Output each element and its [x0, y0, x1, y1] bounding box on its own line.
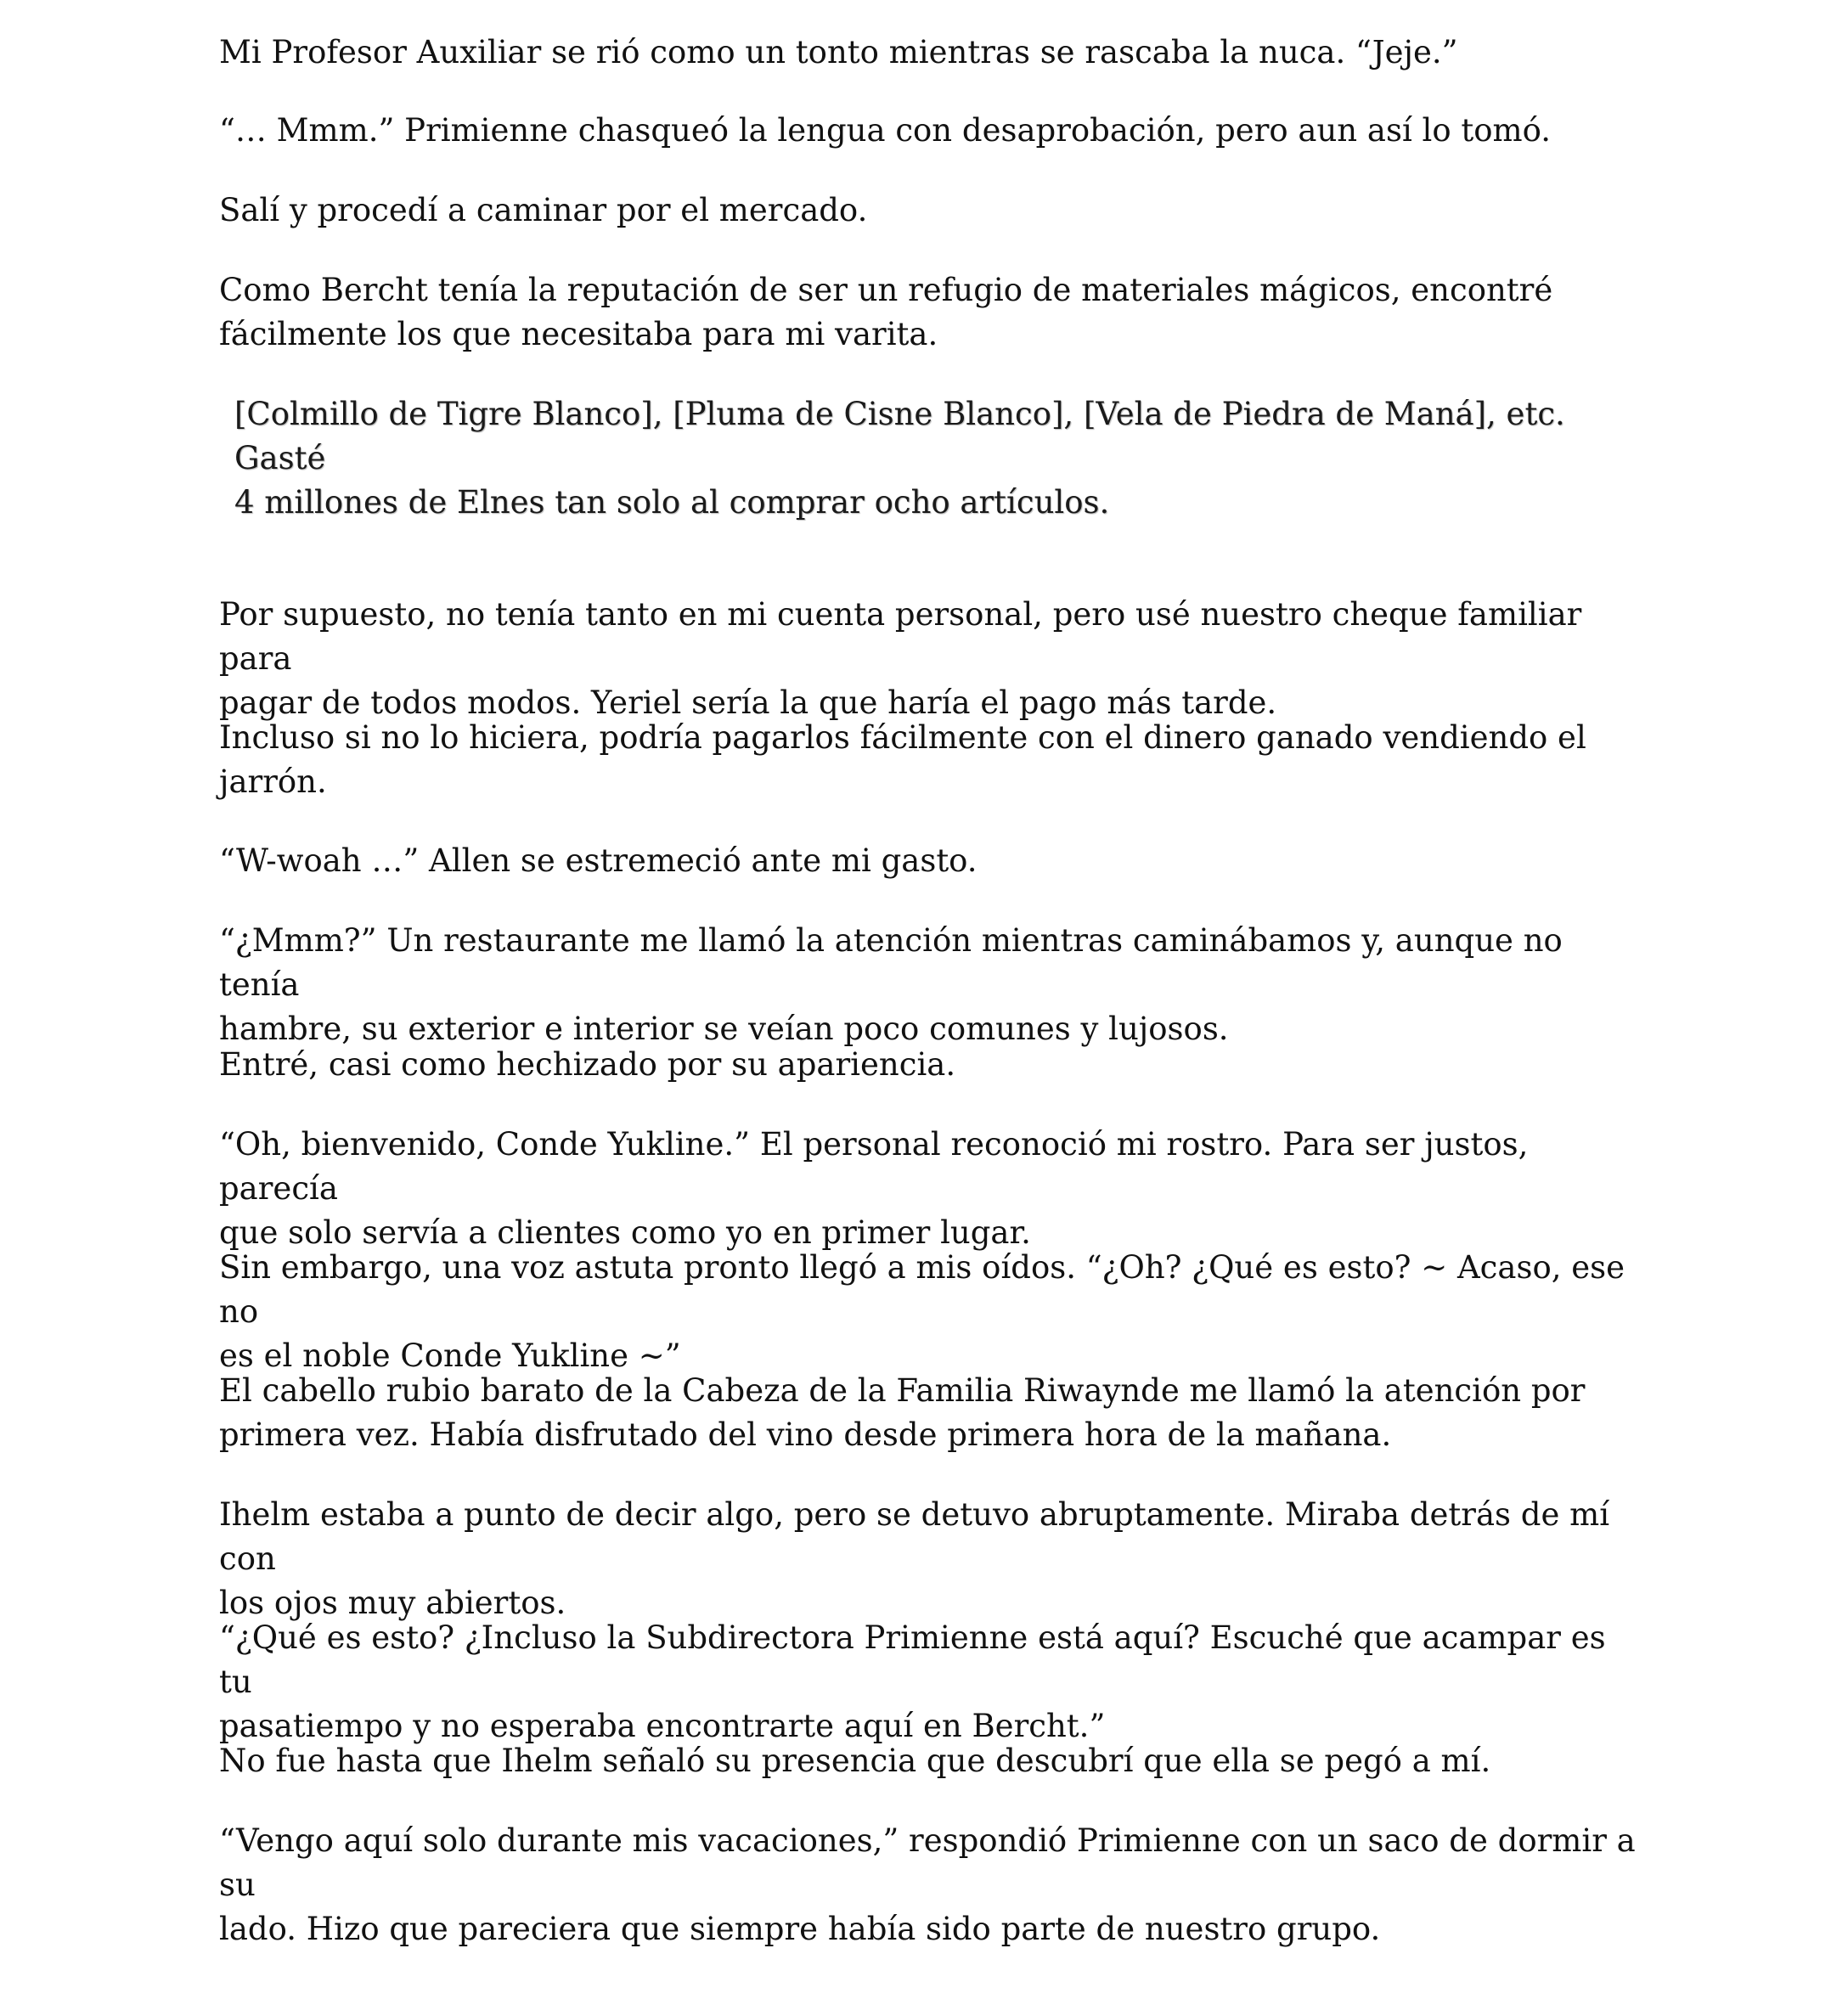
- paragraph-14: Ihelm estaba a punto de decir algo, pero se detuvo abruptamente. Miraba detrás de mí con los ojos muy abiertos.: [219, 1496, 1610, 1621]
- paragraph-9: “¿Mmm?” Un restaurante me llamó la atención mientras caminábamos y, aunque no tenía hambre, su exterior e interior se veían poco comunes y lujosos.: [219, 922, 1563, 1047]
- paragraph-2: “… Mmm.” Primienne chasqueó la lengua con desaprobación, pero aun así lo tomó.: [219, 112, 1552, 149]
- paragraph-6: Por supuesto, no tenía tanto en mi cuenta personal, pero usé nuestro cheque familiar para pagar de todos modos. Yeriel sería la que haría el pago más tarde.: [219, 596, 1582, 721]
- paragraph-16: No fue hasta que Ihelm señaló su presencia que descubrí que ella se pegó a mí.: [219, 1743, 1491, 1779]
- paragraph-7: Incluso si no lo hiciera, podría pagarlos fácilmente con el dinero ganado vendiendo el jarrón.: [219, 719, 1586, 800]
- paragraph-5-item-list: [Colmillo de Tigre Blanco], [Pluma de Cisne Blanco], [Vela de Piedra de Maná], etc. Gasté 4 millones de Elnes tan solo al comprar ocho artículos.: [234, 396, 1565, 521]
- paragraph-15: “¿Qué es esto? ¿Incluso la Subdirectora Primienne está aquí? Escuché que acampar es tu pasatiempo y no esperaba encontrarte aquí en Bercht.”: [219, 1619, 1606, 1744]
- paragraph-12: Sin embargo, una voz astuta pronto llegó a mis oídos. “¿Oh? ¿Qué es esto? ~ Acaso, ese no es el noble Conde Yukline ~”: [219, 1249, 1625, 1374]
- paragraph-8: “W-woah …” Allen se estremeció ante mi gasto.: [219, 842, 978, 879]
- paragraph-10: Entré, casi como hechizado por su apariencia.: [219, 1046, 956, 1083]
- paragraph-11: “Oh, bienvenido, Conde Yukline.” El personal reconoció mi rostro. Para ser justos, parecía que solo servía a clientes como yo en primer lugar.: [219, 1126, 1529, 1251]
- paragraph-13: El cabello rubio barato de la Cabeza de la Familia Riwaynde me llamó la atención por primera vez. Había disfrutado del vino desde primera hora de la mañana.: [219, 1372, 1586, 1453]
- paragraph-3: Salí y procedí a caminar por el mercado.: [219, 192, 868, 228]
- paragraph-1: Mi Profesor Auxiliar se rió como un tonto mientras se rascaba la nuca. “Jeje.”: [219, 34, 1458, 70]
- paragraph-17: “Vengo aquí solo durante mis vacaciones,” respondió Primienne con un saco de dormir a su lado. Hizo que pareciera que siempre había sido parte de nuestro grupo.: [219, 1822, 1636, 1947]
- paragraph-4: Como Bercht tenía la reputación de ser un refugio de materiales mágicos, encontré fácilmente los que necesitaba para mi varita.: [219, 272, 1553, 352]
